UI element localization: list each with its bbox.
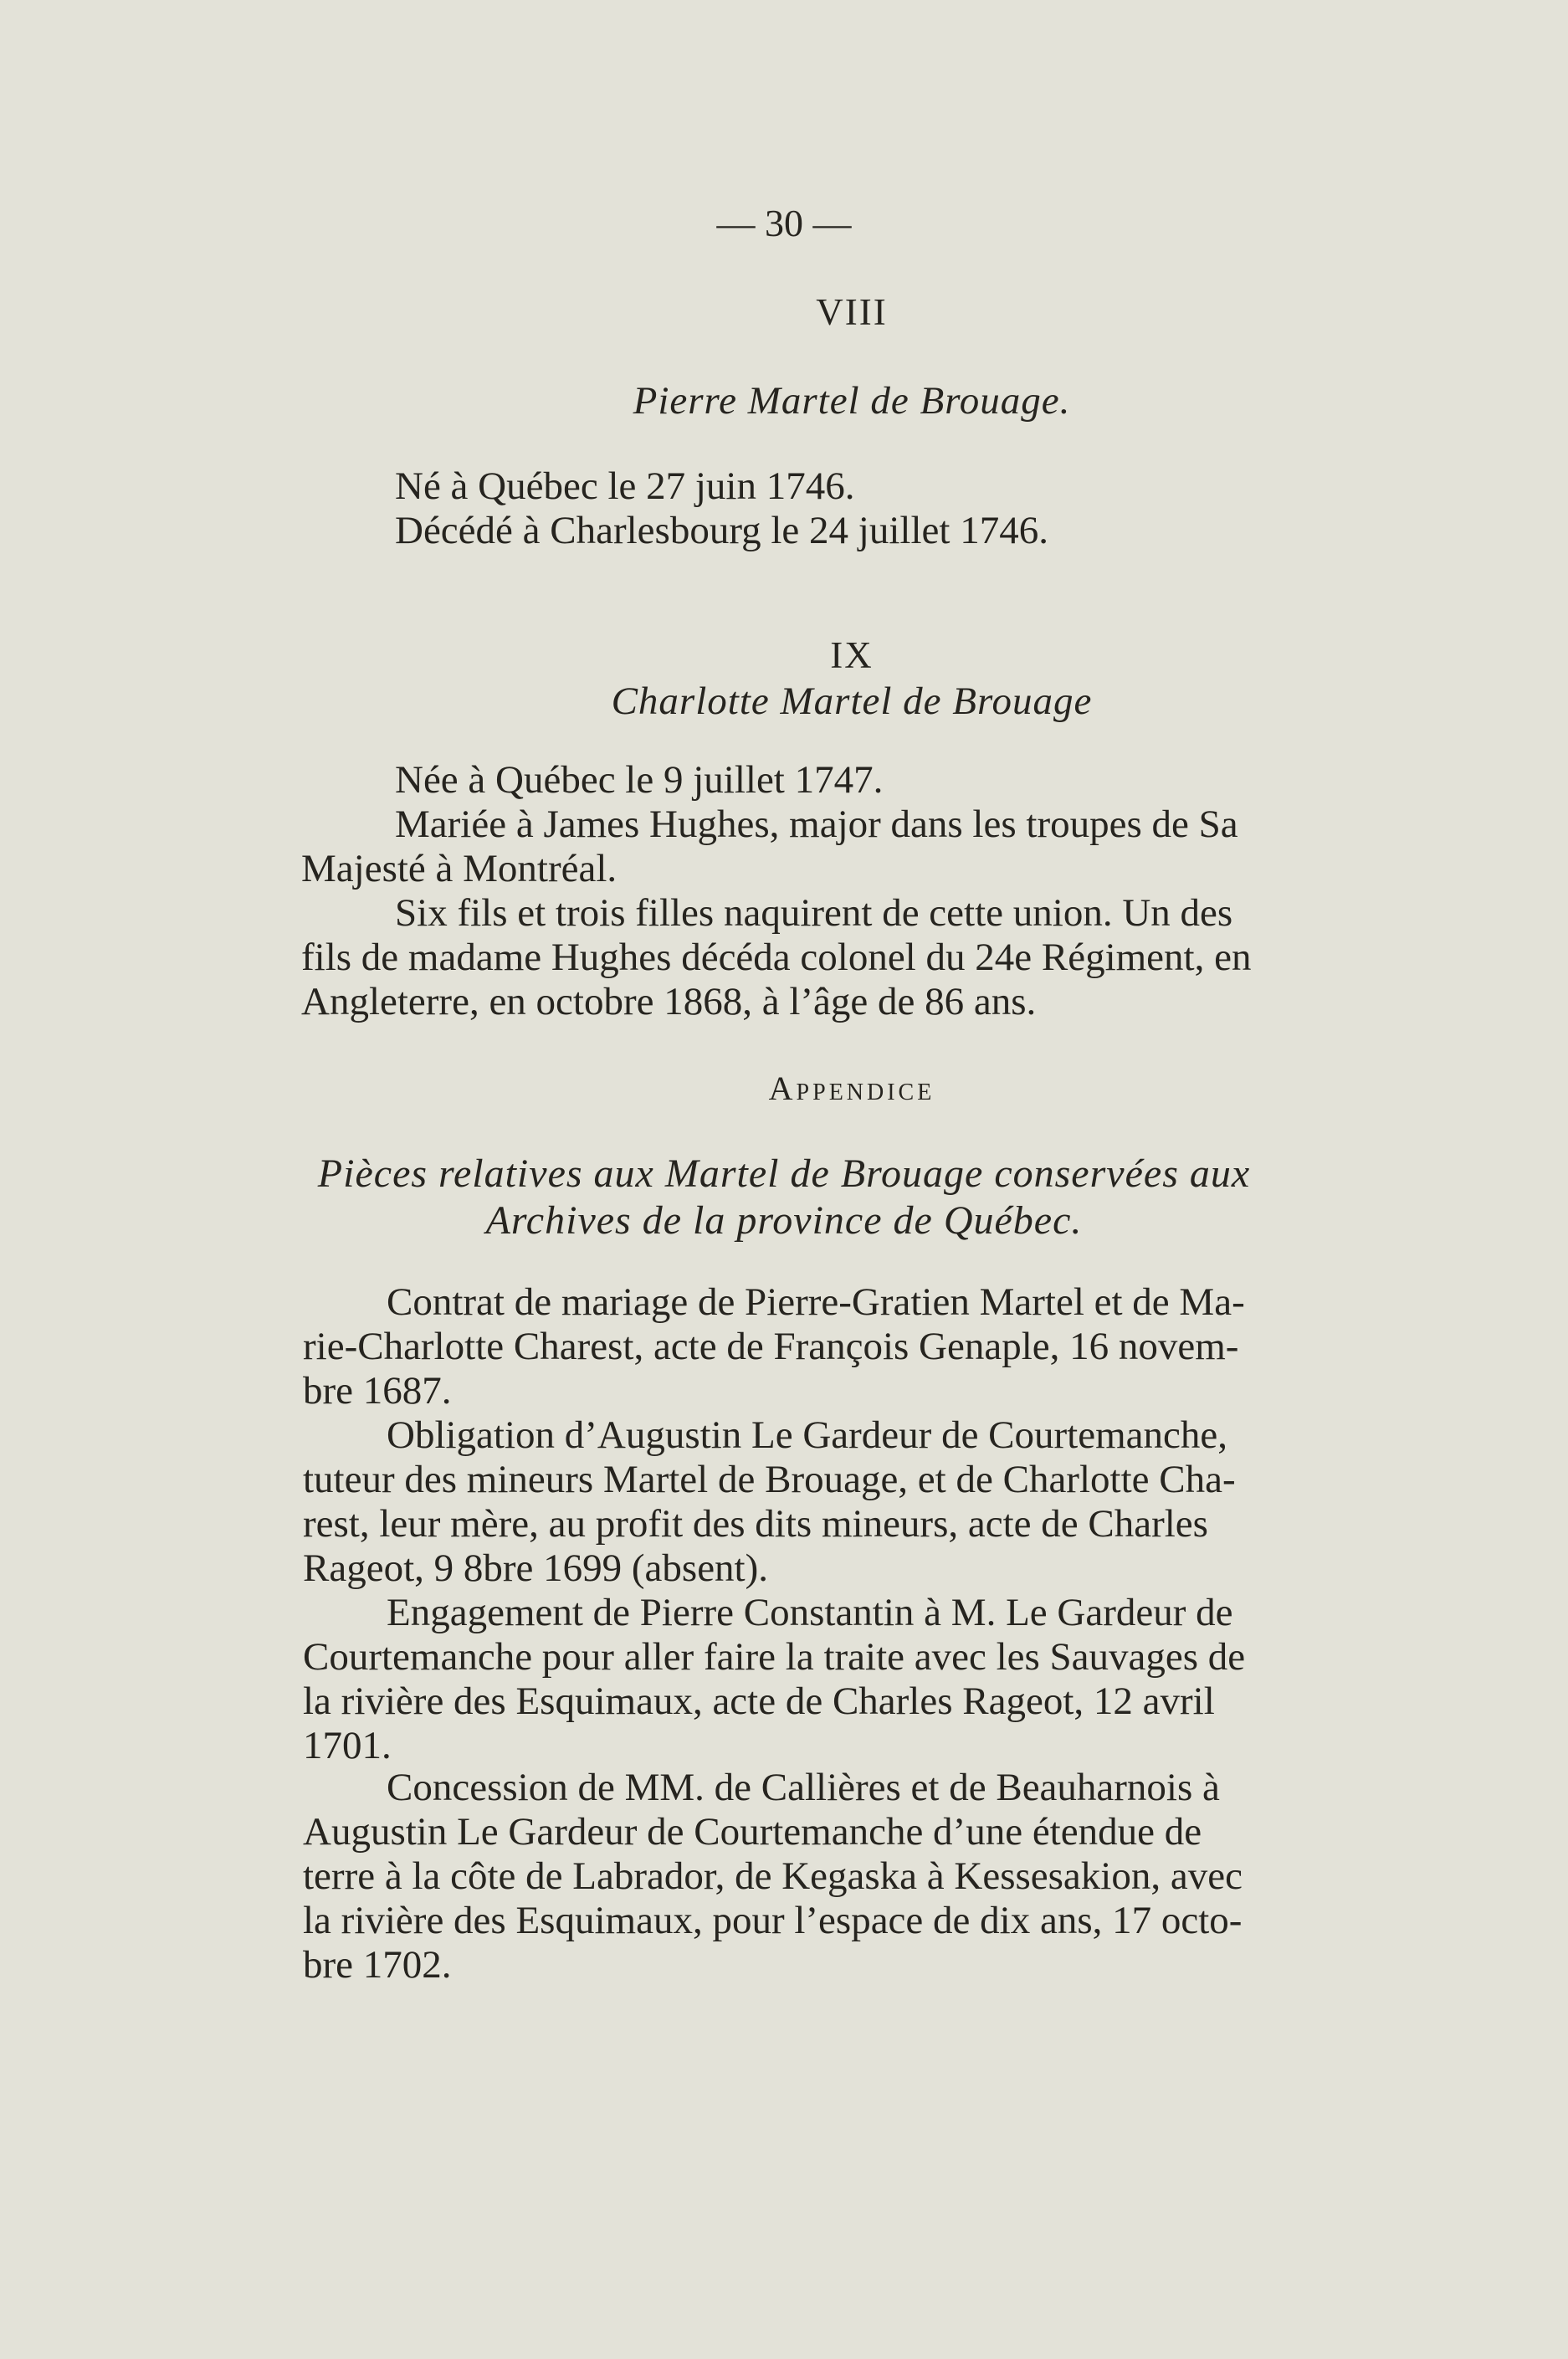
text-line: terre à la côte de Labrador, de Kegaska à Kessesakion, avec bbox=[303, 1854, 1243, 1898]
text-line: bre 1702. bbox=[303, 1943, 452, 1987]
page-number: — 30 — bbox=[716, 202, 852, 244]
text-line: tuteur des mineurs Martel de Brouage, et de Charlotte Cha- bbox=[303, 1458, 1236, 1501]
text-line: rest, leur mère, au profit des dits mineurs, acte de Charles bbox=[303, 1502, 1208, 1546]
text-line: Née à Québec le 9 juillet 1747. bbox=[395, 758, 884, 802]
section-title-pierre: Pierre Martel de Brouage. bbox=[633, 379, 1071, 423]
text-line: la rivière des Esquimaux, pour l’espace de dix ans, 17 octo- bbox=[303, 1899, 1243, 1942]
text-line: Augustin Le Gardeur de Courtemanche d’une étendue de bbox=[303, 1810, 1202, 1854]
text-line: la rivière des Esquimaux, acte de Charles Rageot, 12 avril bbox=[303, 1680, 1215, 1723]
section-body-pierre bbox=[301, 464, 1391, 553]
appendix-paragraph bbox=[303, 1591, 1391, 1768]
text-line: Né à Québec le 27 juin 1746. bbox=[395, 464, 855, 508]
text-line: fils de madame Hughes décéda colonel du 24e Régiment, en bbox=[301, 936, 1252, 979]
text-line: Majesté à Montréal. bbox=[301, 847, 617, 890]
text-line: Concession de MM. de Callières et de Beauharnois à bbox=[387, 1766, 1220, 1809]
appendix-title bbox=[0, 1151, 1568, 1244]
text-line: bre 1687. bbox=[303, 1369, 452, 1413]
text-line: Décédé à Charlesbourg le 24 juillet 1746. bbox=[395, 509, 1048, 552]
appendix-heading: Appendice bbox=[768, 1069, 935, 1107]
text-line: Angleterre, en octobre 1868, à l’âge de 86 ans. bbox=[301, 980, 1037, 1023]
text-line: rie-Charlotte Charest, acte de François Genaple, 16 novem- bbox=[303, 1325, 1239, 1368]
text-line: Engagement de Pierre Constantin à M. Le Gardeur de bbox=[387, 1591, 1233, 1634]
appendix-paragraph bbox=[303, 1766, 1391, 1987]
text-line: 1701. bbox=[303, 1724, 392, 1767]
text-line bbox=[301, 803, 1391, 847]
text-line: Rageot, 9 8bre 1699 (absent). bbox=[303, 1546, 769, 1590]
section-body-charlotte bbox=[301, 758, 1391, 1024]
appendix-paragraph bbox=[303, 1280, 1391, 1413]
appendix-title-line: Archives de la province de Québec. bbox=[485, 1198, 1083, 1243]
appendix-title-line: Pièces relatives aux Martel de Brouage conservées aux bbox=[317, 1151, 1251, 1196]
section-title-charlotte: Charlotte Martel de Brouage bbox=[611, 679, 1093, 723]
section-heading-viii: VIII bbox=[816, 291, 888, 333]
text-line: Obligation d’Augustin Le Gardeur de Courtemanche, bbox=[387, 1413, 1227, 1457]
text-line-content: Mariée à James Hughes, major dans les troupes de Sa bbox=[395, 803, 1238, 846]
text-line: Courtemanche pour aller faire la traite avec les Sauvages de bbox=[303, 1635, 1246, 1679]
text-line: Six fils et trois filles naquirent de cette union. Un des bbox=[395, 891, 1233, 935]
section-heading-ix: IX bbox=[830, 634, 874, 676]
text-line: Contrat de mariage de Pierre-Gratien Martel et de Ma- bbox=[387, 1280, 1245, 1324]
appendix-paragraph bbox=[303, 1413, 1391, 1591]
